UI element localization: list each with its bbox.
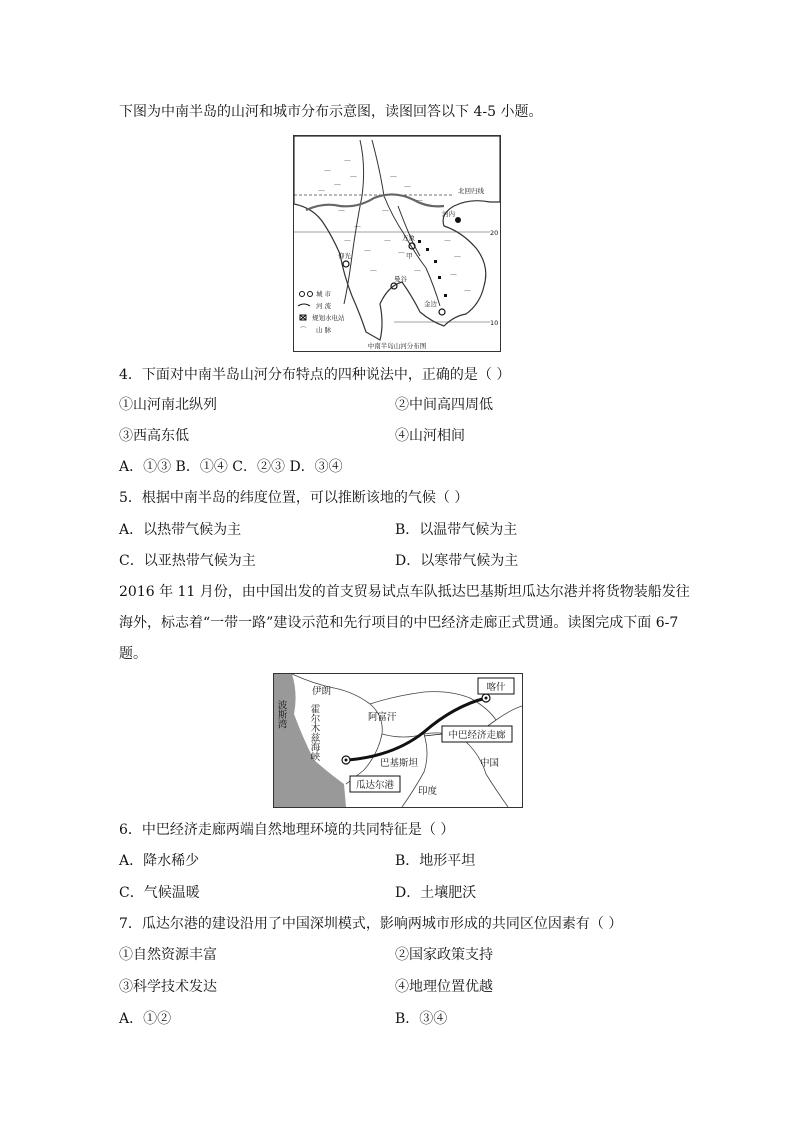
q4-option-3: ③西高东低 [119, 428, 189, 444]
svg-text:⌒: ⌒ [354, 226, 361, 234]
pakistan-label: 巴基斯坦 [380, 758, 419, 769]
q5-option-b: B．以温带气候为主 [395, 522, 518, 538]
indochina-map-svg [294, 136, 500, 351]
svg-text:⌒: ⌒ [398, 252, 405, 260]
hanoi-city-marker [455, 217, 461, 223]
lat10-label: 10 [490, 319, 499, 327]
q7-stem: 7．瓜达尔港的建设沿用了中国深圳模式，影响两城市形成的共同区位因素有（ ） [119, 916, 623, 932]
cpec-map-svg [274, 674, 522, 807]
svg-text:⌒: ⌒ [344, 240, 351, 248]
tropic-label: 北回归线 [458, 187, 484, 195]
q4-option-2: ②中间高四周低 [395, 397, 493, 413]
svg-text:⌒: ⌒ [364, 250, 371, 258]
wanxiang-label: 万象 [402, 234, 415, 242]
q6-option-c: C．气候温暖 [119, 885, 200, 901]
indochina-map [293, 135, 501, 352]
svg-text:⌒: ⌒ [444, 240, 451, 248]
q4-stem: 4．下面对中南半岛山河分布特点的四种说法中，正确的是（ ） [119, 367, 511, 383]
svg-text:波斯湾: 波斯湾 [275, 700, 287, 729]
q7-option-b: B．③④ [395, 1011, 448, 1027]
bangkok-label: 曼谷 [394, 275, 407, 283]
svg-text:⌒: ⌒ [450, 274, 457, 282]
hormuz-label [309, 704, 321, 762]
jia-label: 甲 [406, 252, 413, 260]
q7-option-4: ④地理位置优越 [395, 979, 493, 995]
yangon-city-marker [343, 261, 349, 267]
phnompenh-label: 金边 [424, 300, 437, 308]
q6-option-d: D．土壤肥沃 [395, 885, 477, 901]
q4-option-1: ①山河南北纵列 [119, 397, 217, 413]
svg-text:霍尔木兹海峡: 霍尔木兹海峡 [308, 704, 320, 761]
intro-text-2-line3: 题。 [119, 646, 147, 662]
kashi-label: 喀什 [486, 682, 506, 693]
q7-option-2: ②国家政策支持 [395, 947, 493, 963]
legend-mountain: 山 脉 [316, 326, 332, 334]
afghanistan-label: 阿富汗 [368, 712, 397, 723]
legend-dam: 规划水电站 [312, 314, 345, 322]
planned-dam-icons [418, 240, 447, 297]
svg-text:⌒: ⌒ [384, 240, 391, 248]
svg-text:⌒: ⌒ [318, 190, 325, 198]
q5-option-d: D．以寒带气候为主 [395, 553, 519, 569]
lat20-label: 20 [490, 229, 499, 237]
cpec-map [273, 673, 523, 808]
india-label: 印度 [418, 786, 438, 797]
yangon-label: 仰光 [338, 252, 351, 260]
svg-text:⌒: ⌒ [404, 186, 411, 194]
iran-label: 伊朗 [312, 686, 332, 697]
china-label: 中国 [480, 758, 500, 769]
svg-text:⌒: ⌒ [338, 210, 345, 218]
q6-option-a: A．降水稀少 [119, 853, 200, 869]
q7-option-3: ③科学技术发达 [119, 979, 217, 995]
q5-stem: 5．根据中南半岛的纬度位置，可以推断该地的气候（ ） [119, 490, 469, 506]
intro-text-2-line1: 2016 年 11 月份，由中国出发的首支贸易试点车队抵达巴基斯坦瓜达尔港并将货物装船发往 [119, 584, 690, 600]
q7-option-a: A．①② [119, 1011, 172, 1027]
svg-text:⌒: ⌒ [334, 184, 341, 192]
phnompenh-city-marker [439, 309, 445, 315]
map1-caption: 中南半岛山河分布图 [367, 342, 427, 350]
persian-gulf-label [276, 699, 288, 729]
svg-text:⌒: ⌒ [390, 176, 397, 184]
legend-river: 河 流 [316, 302, 332, 310]
q5-option-a: A．以热带气候为主 [119, 522, 242, 538]
svg-text:⌒: ⌒ [344, 160, 351, 168]
map-legend [298, 289, 345, 334]
svg-text:⌒: ⌒ [414, 270, 421, 278]
gwadar-label: 瓜达尔港 [355, 780, 395, 791]
intro-text-1: 下图为中南半岛的山河和城市分布示意图，读图回答以下 4-5 小题。 [119, 104, 543, 120]
q6-option-b: B．地形平坦 [395, 853, 476, 869]
q5-option-c: C．以亚热带气候为主 [119, 553, 256, 569]
svg-text:⌒: ⌒ [464, 290, 471, 298]
q6-stem: 6．中巴经济走廊两端自然地理环境的共同特征是（ ） [119, 822, 455, 838]
svg-text:⌒: ⌒ [324, 170, 331, 178]
svg-text:⌒: ⌒ [382, 210, 389, 218]
svg-text:⌒: ⌒ [370, 270, 377, 278]
svg-text:⌒: ⌒ [416, 200, 423, 208]
corridor-label: 中巴经济走廊 [448, 730, 506, 741]
hanoi-label: 河内 [442, 210, 455, 218]
q7-option-1: ①自然资源丰富 [119, 947, 217, 963]
q4-option-4: ④山河相间 [395, 428, 465, 444]
svg-text:⌒: ⌒ [350, 176, 357, 184]
intro-text-2-line2: 海外，标志着“一带一路”建设示范和先行项目的中巴经济走廊正式贯通。读图完成下面 6-7 [119, 615, 679, 631]
svg-text:⌒: ⌒ [300, 326, 307, 334]
svg-text:⌒: ⌒ [454, 256, 461, 264]
legend-city: 城 市 [316, 290, 332, 298]
q4-answers: A．①③ B．①④ C．②③ D．③④ [119, 459, 343, 475]
